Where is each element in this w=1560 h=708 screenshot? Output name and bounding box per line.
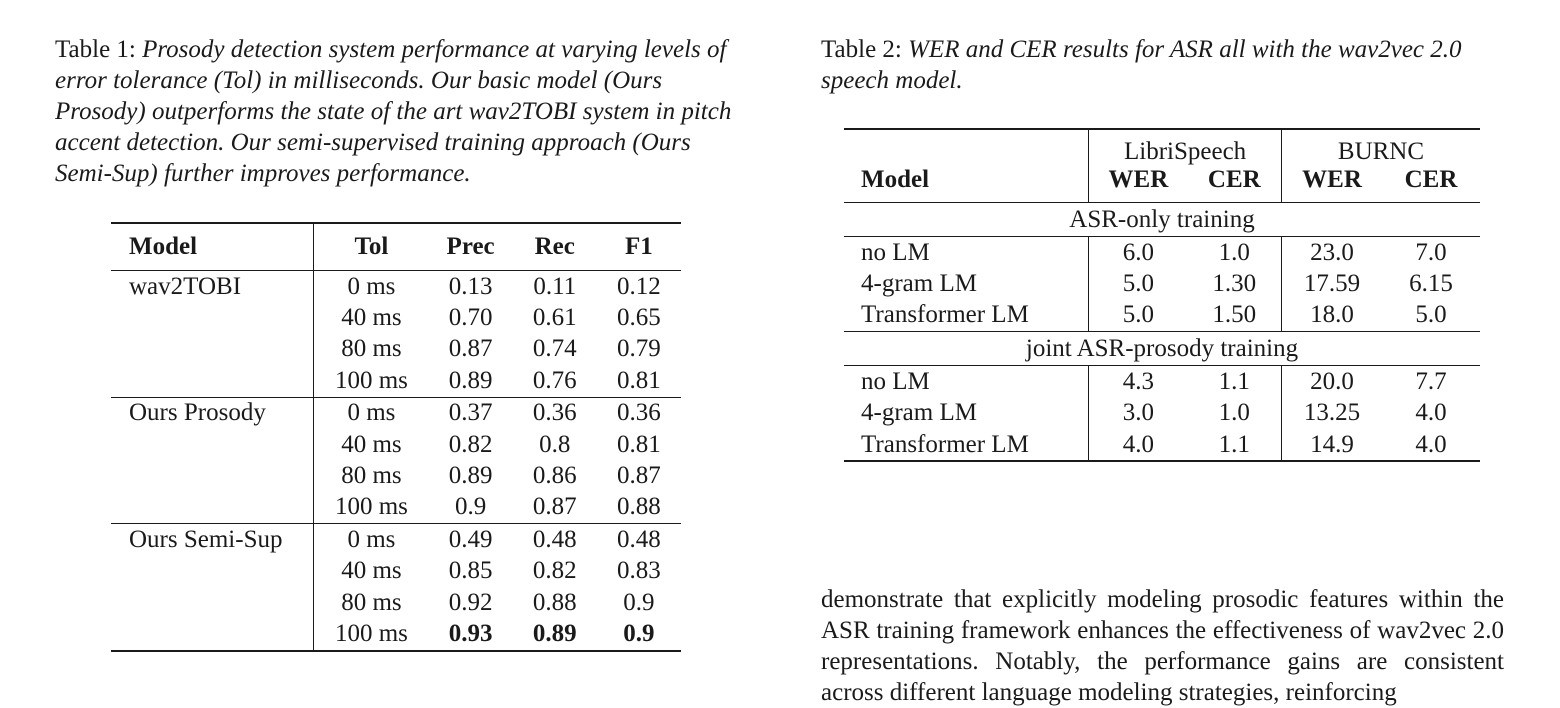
f1-cell: 0.36: [617, 399, 661, 427]
table1-model-cell-empty: [111, 618, 314, 650]
f1-cell: 0.12: [617, 272, 661, 300]
table2-header-burnc-cer: CER: [1404, 166, 1458, 193]
libri-wer-cell: 4.0: [1122, 430, 1155, 458]
table1-model-cell-empty: [111, 587, 314, 618]
table1-caption: [55, 34, 745, 189]
table1-model-cell: wav2TOBI: [111, 271, 314, 303]
table1-model-cell-empty: [111, 429, 314, 460]
table-row: [844, 366, 1480, 398]
tol-cell: 100 ms: [334, 493, 408, 521]
prec-cell: 0.49: [448, 525, 493, 553]
burnc-wer-cell: 23.0: [1310, 238, 1354, 266]
f1-cell: 0.48: [617, 525, 661, 553]
burnc-wer-cell: 20.0: [1310, 367, 1354, 395]
table2-section-header: [844, 203, 1480, 237]
prec-cell: 0.82: [448, 430, 493, 458]
tol-cell: 0 ms: [347, 399, 396, 427]
table2-header-libri-cer: CER: [1188, 166, 1282, 203]
best-f1-cell: 0.9: [623, 619, 655, 647]
prec-cell: 0.37: [448, 399, 493, 427]
table2-header-row: [844, 166, 1480, 203]
asr-results-table: [844, 128, 1480, 462]
section-title: ASR-only training: [844, 203, 1480, 237]
prec-cell: 0.89: [448, 462, 493, 490]
table2-header-burnc-wer: WER: [1302, 166, 1362, 193]
table-row: [111, 492, 681, 524]
prec-cell: 0.13: [448, 272, 493, 300]
f1-cell: 0.88: [617, 493, 661, 521]
burnc-cer-cell: 7.7: [1415, 367, 1447, 395]
tol-cell: 40 ms: [341, 557, 402, 585]
table1-header-tol: Tol: [354, 233, 389, 260]
body-paragraph: demonstrate that explicitly modeling prosodic features within the ASR training framework enhances the effectiveness of wav2vec 2.0 representations. Notably, the performance gains are consistent across different language modeling strategies, reinforcing: [821, 586, 1504, 706]
table1-header-rec: Rec: [534, 233, 575, 260]
table1-caption-text: Prosody detection system performance at varying levels of error tolerance (Tol) in milliseconds. Our basic model (Ours Prosody) outperforms the state of the art wav2TOBI system in pitch accent detection. Our semi-supervised training approach (Ours Semi-Sup) further improves performance.: [55, 36, 732, 187]
libri-cer-cell: 1.0: [1188, 237, 1282, 269]
table1-caption-label: Table 1:: [55, 36, 136, 63]
libri-cer-cell: 1.0: [1188, 398, 1282, 429]
libri-wer-cell: 5.0: [1122, 301, 1155, 329]
table-row: [844, 300, 1480, 332]
table-row: [844, 237, 1480, 269]
tol-cell: 80 ms: [341, 462, 402, 490]
table1-model-cell-empty: [111, 556, 314, 587]
libri-cer-cell: 1.1: [1188, 429, 1282, 461]
burnc-cer-cell: 4.0: [1415, 399, 1447, 427]
libri-wer-cell: 3.0: [1122, 399, 1155, 427]
prec-cell: 0.9: [454, 493, 487, 521]
model-cell: no LM: [844, 366, 1089, 398]
prec-cell: 0.70: [448, 304, 493, 332]
table2-header-libri-wer: WER: [1108, 166, 1169, 193]
f1-cell: 0.81: [617, 430, 661, 458]
prosody-detection-table: [111, 222, 681, 652]
model-cell: Transformer LM: [844, 429, 1089, 461]
model-cell: Transformer LM: [844, 300, 1089, 332]
model-cell: 4-gram LM: [844, 268, 1089, 299]
table-row: [844, 398, 1480, 429]
burnc-wer-cell: 17.59: [1303, 270, 1361, 298]
libri-cer-cell: 1.1: [1188, 366, 1282, 398]
table2-caption-text: WER and CER results for ASR all with the wav2vec 2.0 speech model.: [821, 36, 1462, 94]
table2-caption: [821, 34, 1521, 96]
rec-cell: 0.76: [532, 366, 577, 394]
tol-cell: 40 ms: [341, 304, 402, 332]
prec-cell: 0.87: [448, 335, 493, 363]
table1-model-cell-empty: [111, 492, 314, 524]
table-row: [111, 397, 681, 429]
table2-caption-label: Table 2:: [821, 36, 902, 63]
table-row: [111, 334, 681, 365]
prec-cell: 0.89: [448, 366, 493, 394]
f1-cell: 0.9: [623, 588, 655, 616]
burnc-cer-cell: 6.15: [1409, 270, 1453, 298]
model-cell: 4-gram LM: [844, 398, 1089, 429]
burnc-wer-cell: 13.25: [1303, 399, 1361, 427]
table-row: [111, 556, 681, 587]
model-cell: no LM: [844, 237, 1089, 269]
rec-cell: 0.88: [532, 588, 577, 616]
burnc-cer-cell: 5.0: [1415, 301, 1447, 329]
rec-cell: 0.8: [539, 430, 571, 458]
f1-cell: 0.79: [617, 335, 661, 363]
tol-cell: 0 ms: [347, 525, 396, 553]
table-row-best: [111, 618, 681, 650]
best-rec-cell: 0.89: [532, 619, 577, 647]
table1-model-cell: Ours Prosody: [111, 397, 314, 429]
libri-wer-cell: 4.3: [1122, 367, 1155, 395]
rec-cell: 0.36: [532, 399, 577, 427]
f1-cell: 0.65: [617, 304, 661, 332]
rec-cell: 0.48: [532, 525, 577, 553]
table-row: [111, 365, 681, 397]
section-title: joint ASR-prosody training: [844, 332, 1480, 366]
table-row: [111, 587, 681, 618]
table1-header-model: Model: [111, 223, 314, 271]
libri-cer-cell: 1.30: [1188, 268, 1282, 299]
table1-header-prec: Prec: [446, 233, 495, 260]
libri-wer-cell: 5.0: [1122, 270, 1155, 298]
tol-cell: 80 ms: [341, 588, 402, 616]
burnc-cer-cell: 7.0: [1415, 238, 1447, 266]
rec-cell: 0.74: [532, 335, 577, 363]
librispeech-group-header: LibriSpeech: [1089, 129, 1282, 166]
libri-cer-cell: 1.50: [1188, 300, 1282, 332]
table2-group-header-empty: [844, 129, 1089, 166]
table1-model-cell-empty: [111, 460, 314, 491]
f1-cell: 0.81: [617, 366, 661, 394]
table1-model-cell: Ours Semi-Sup: [111, 524, 314, 556]
prec-cell: 0.85: [448, 557, 493, 585]
tol-cell: 100 ms: [334, 619, 408, 647]
rec-cell: 0.86: [532, 462, 577, 490]
f1-cell: 0.83: [617, 557, 661, 585]
rec-cell: 0.61: [532, 304, 577, 332]
tol-cell: 40 ms: [341, 430, 402, 458]
table1-header-f1: F1: [625, 233, 653, 260]
tol-cell: 0 ms: [347, 272, 396, 300]
libri-wer-cell: 6.0: [1122, 238, 1155, 266]
f1-cell: 0.87: [617, 462, 661, 490]
prec-cell: 0.92: [448, 588, 493, 616]
table-row: [111, 524, 681, 556]
tol-cell: 100 ms: [334, 366, 408, 394]
table1-header-row: [111, 223, 681, 271]
burnc-cer-cell: 4.0: [1415, 430, 1447, 458]
burnc-wer-cell: 14.9: [1310, 430, 1354, 458]
burnc-wer-cell: 18.0: [1310, 301, 1354, 329]
table-row: [111, 302, 681, 333]
rec-cell: 0.82: [532, 557, 577, 585]
table-row: [844, 429, 1480, 461]
rec-cell: 0.87: [532, 493, 577, 521]
table-row: [111, 460, 681, 491]
table2-group-header-row: [844, 129, 1480, 166]
table1-model-cell-empty: [111, 365, 314, 397]
table1-model-cell-empty: [111, 302, 314, 333]
rec-cell: 0.11: [533, 272, 577, 300]
table-row: [111, 271, 681, 303]
table1-model-cell-empty: [111, 334, 314, 365]
table-row: [844, 268, 1480, 299]
best-prec-cell: 0.93: [448, 619, 493, 647]
table2-section-header: [844, 332, 1480, 366]
table-row: [111, 429, 681, 460]
table2-header-model: Model: [844, 166, 1089, 203]
tol-cell: 80 ms: [341, 335, 402, 363]
burnc-group-header: BURNC: [1337, 138, 1425, 165]
